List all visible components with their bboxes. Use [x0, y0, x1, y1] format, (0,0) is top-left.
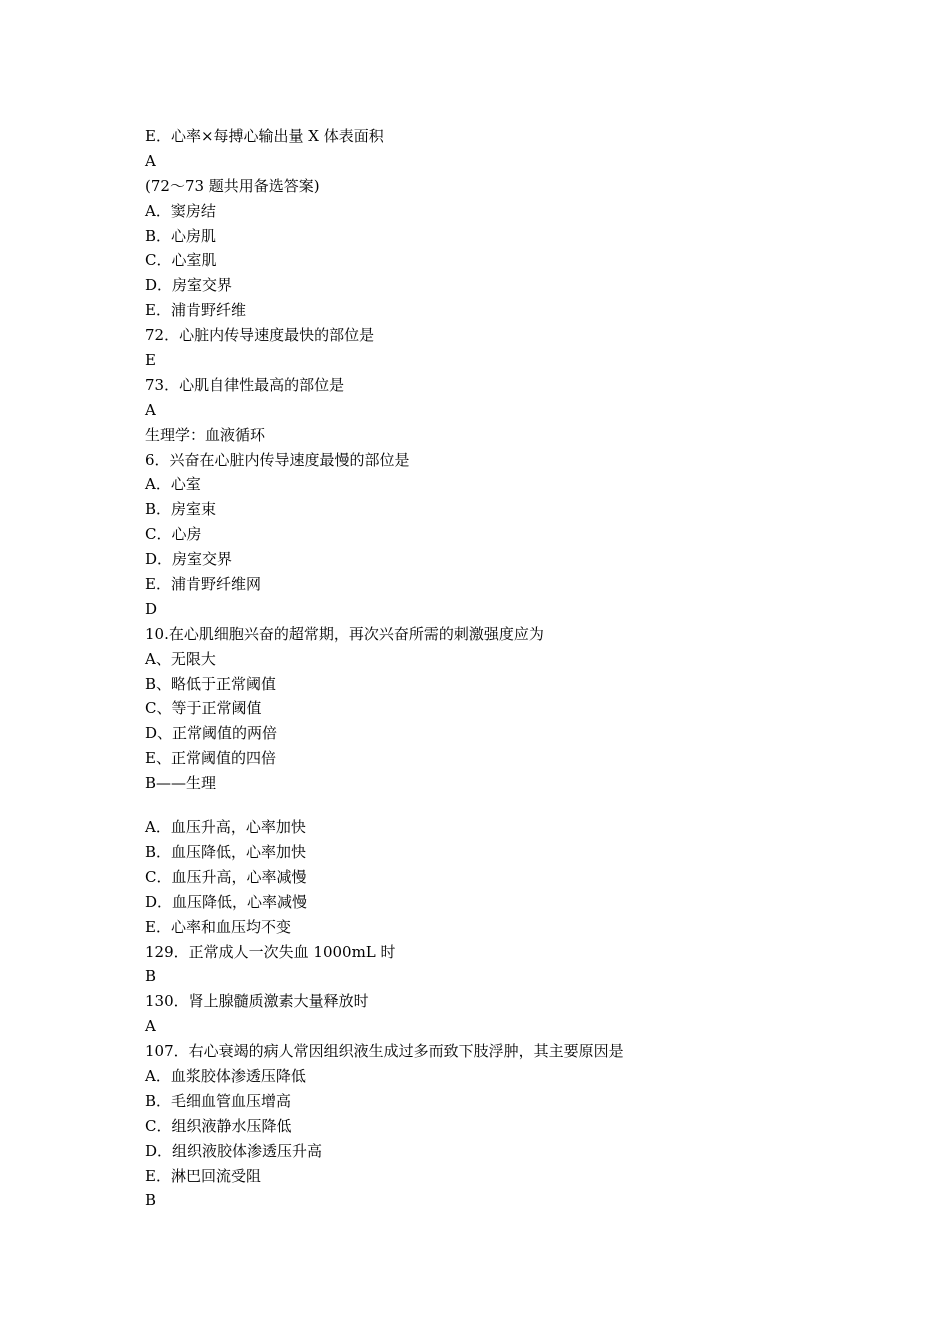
- text-line: A、无限大: [145, 649, 216, 668]
- text-line: B——生理: [145, 774, 217, 793]
- text-line: E．心率×每搏心输出量 X 体表面积: [145, 127, 384, 145]
- text-line: D．组织液胶体渗透压升高: [145, 1141, 323, 1160]
- text-line: E、正常阈值的四倍: [145, 749, 276, 768]
- text-line: 生理学：血液循环: [145, 425, 266, 444]
- text-line: A: [145, 400, 156, 419]
- text-line: D: [145, 599, 158, 618]
- text-line: C．心室肌: [145, 251, 217, 270]
- text-line: D、正常阈值的两倍: [145, 724, 278, 743]
- text-line: B．房室束: [145, 500, 217, 519]
- text-line: B．血压降低，心率加快: [145, 842, 307, 861]
- text-line: D．房室交界: [145, 276, 233, 295]
- text-line: E．心率和血压均不变: [145, 917, 291, 936]
- text-line: A．血压升高，心率加快: [145, 818, 306, 837]
- text-line: C、等于正常阈值: [145, 699, 262, 718]
- text-line: B、略低于正常阈值: [145, 674, 277, 693]
- text-line: E．浦肯野纤维: [145, 301, 246, 320]
- text-line: B: [145, 967, 157, 986]
- text-line: 129．正常成人一次失血 1000mL 时: [145, 942, 396, 961]
- text-line: E．淋巴回流受阻: [145, 1166, 261, 1185]
- text-block-upper: [145, 124, 905, 796]
- text-line: D．房室交界: [145, 550, 233, 569]
- text-line: B．心房肌: [145, 226, 217, 245]
- text-line: C．心房: [145, 525, 202, 544]
- text-line: 73．心肌自律性最高的部位是: [145, 375, 345, 394]
- text-line: 72．心脏内传导速度最快的部位是: [145, 326, 375, 345]
- text-line: D．血压降低，心率减慢: [145, 892, 308, 911]
- text-line: A．窦房结: [145, 201, 216, 220]
- text-line: C．血压升高，心率减慢: [145, 867, 307, 886]
- text-line: (72～73 题共用备选答案): [145, 176, 320, 195]
- text-line: A．心室: [145, 475, 201, 494]
- text-line: 107．右心衰竭的病人常因组织液生成过多而致下肢浮肿，其主要原因是: [145, 1042, 624, 1061]
- blank-line: [145, 796, 905, 815]
- document-page: [145, 124, 905, 1213]
- text-line: A: [145, 151, 156, 170]
- text-line: E．浦肯野纤维网: [145, 575, 261, 594]
- text-line: A: [145, 1017, 156, 1036]
- text-line: C．组织液静水压降低: [145, 1116, 292, 1135]
- text-line: E: [145, 351, 156, 370]
- text-line: 10.在心肌细胞兴奋的超常期，再次兴奋所需的刺激强度应为: [145, 624, 544, 643]
- text-line: A．血浆胶体渗透压降低: [145, 1066, 306, 1085]
- text-line: 6．兴奋在心脏内传导速度最慢的部位是: [145, 450, 410, 469]
- text-line: B．毛细血管血压增高: [145, 1091, 292, 1110]
- text-block-lower: [145, 815, 905, 1213]
- text-line: 130．肾上腺髓质激素大量释放时: [145, 992, 369, 1011]
- text-line: B: [145, 1191, 157, 1210]
